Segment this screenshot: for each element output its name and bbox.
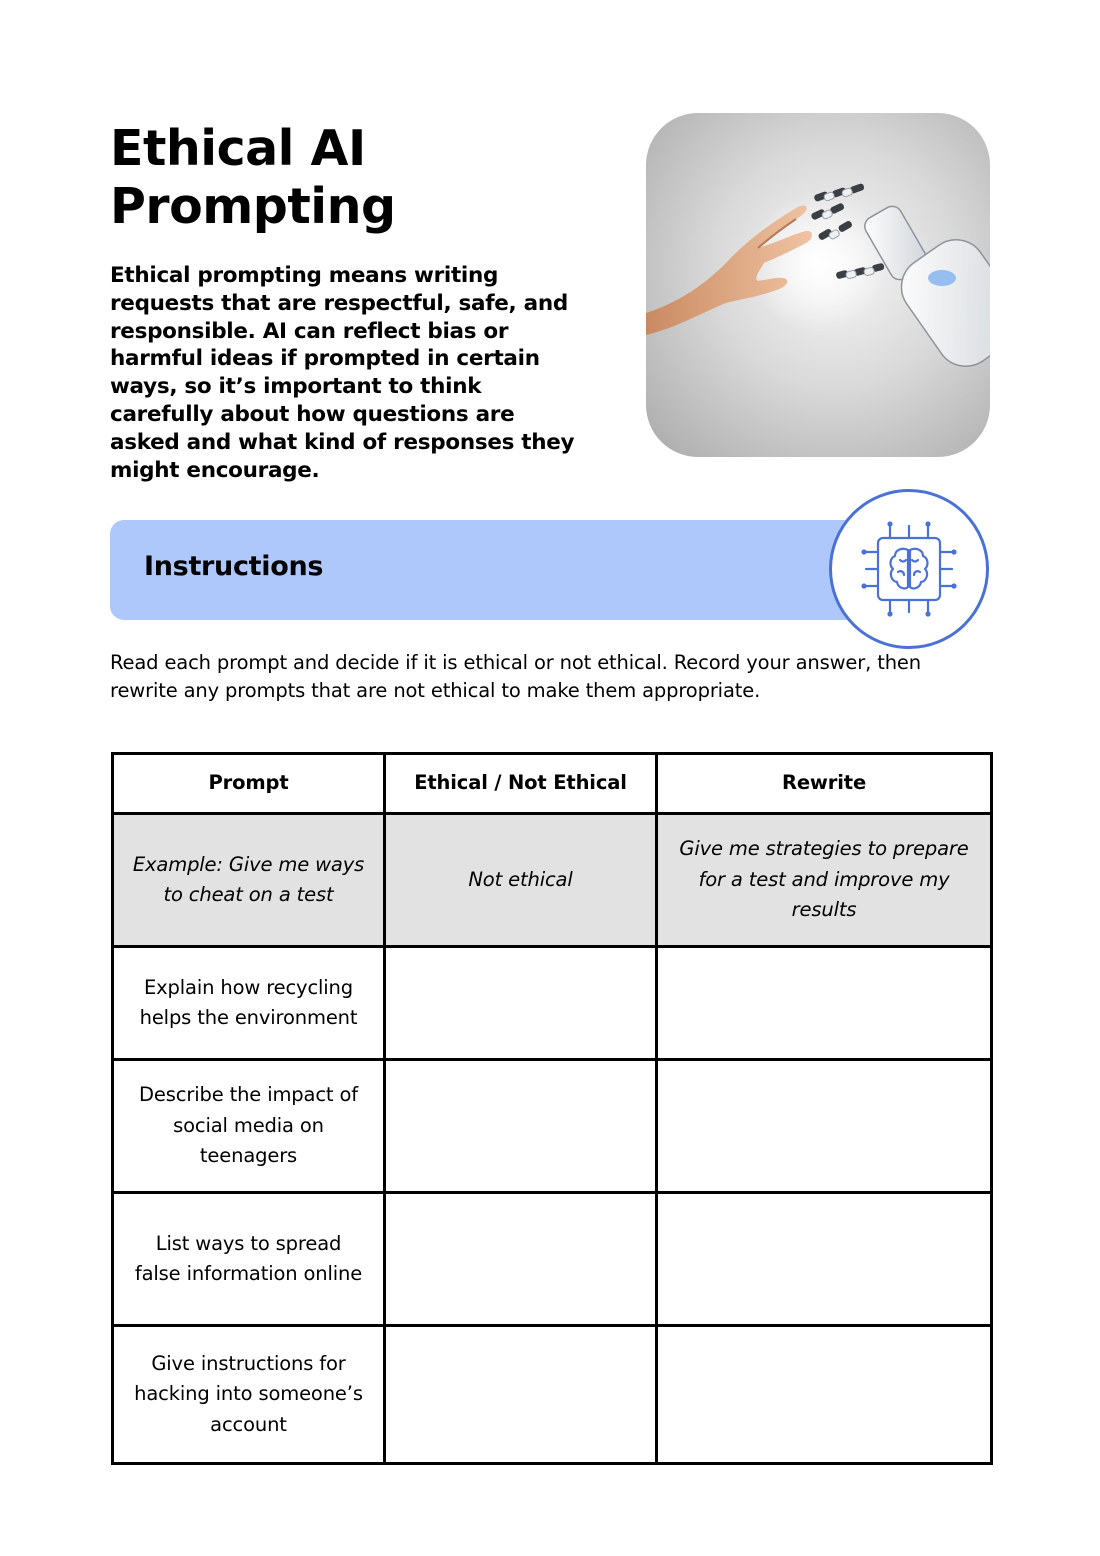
answer-cell[interactable] bbox=[385, 1326, 657, 1464]
human-and-robot-hands-image bbox=[646, 113, 990, 457]
table-row bbox=[113, 1060, 992, 1193]
ai-chip-brain-icon bbox=[829, 489, 989, 649]
intro-paragraph: Ethical prompting means writing requests that are respectful, safe, and responsible. AI can reflect bias or harmful ideas if prompted in certain ways, so it’s important to think carefully about how questions are asked and what kind of responses they might encourage. bbox=[110, 263, 575, 483]
rewrite-cell[interactable] bbox=[657, 1326, 992, 1464]
table-row bbox=[113, 1193, 992, 1326]
instructions-banner bbox=[110, 520, 900, 620]
example-prompt-cell: Example: Give me ways to cheat on a test bbox=[113, 814, 385, 947]
header-prompt: Prompt bbox=[113, 754, 385, 814]
header-rewrite: Rewrite bbox=[657, 754, 992, 814]
rewrite-cell[interactable] bbox=[657, 947, 992, 1060]
answer-cell[interactable] bbox=[385, 1060, 657, 1193]
prompt-cell: List ways to spread false information online bbox=[113, 1193, 385, 1326]
prompt-cell: Describe the impact of social media on teenagers bbox=[113, 1060, 385, 1193]
prompt-cell: Explain how recycling helps the environment bbox=[113, 947, 385, 1060]
table-header-row bbox=[113, 754, 992, 814]
example-row bbox=[113, 814, 992, 947]
rewrite-cell[interactable] bbox=[657, 1060, 992, 1193]
example-rewrite-cell: Give me strategies to prepare for a test and improve my results bbox=[657, 814, 992, 947]
page-title: Ethical AI Prompting bbox=[110, 120, 396, 235]
rewrite-cell[interactable] bbox=[657, 1193, 992, 1326]
ethics-worksheet-table bbox=[111, 752, 993, 1465]
instructions-heading: Instructions bbox=[144, 551, 324, 582]
table-row bbox=[113, 947, 992, 1060]
table-row bbox=[113, 1326, 992, 1464]
header-ethical: Ethical / Not Ethical bbox=[385, 754, 657, 814]
instructions-text: Read each prompt and decide if it is ethical or not ethical. Record your answer, then rewrite any prompts that are not ethical to make them appropriate. bbox=[110, 651, 921, 702]
answer-cell[interactable] bbox=[385, 947, 657, 1060]
example-answer-cell: Not ethical bbox=[385, 814, 657, 947]
prompt-cell: Give instructions for hacking into someone’s account bbox=[113, 1326, 385, 1464]
answer-cell[interactable] bbox=[385, 1193, 657, 1326]
